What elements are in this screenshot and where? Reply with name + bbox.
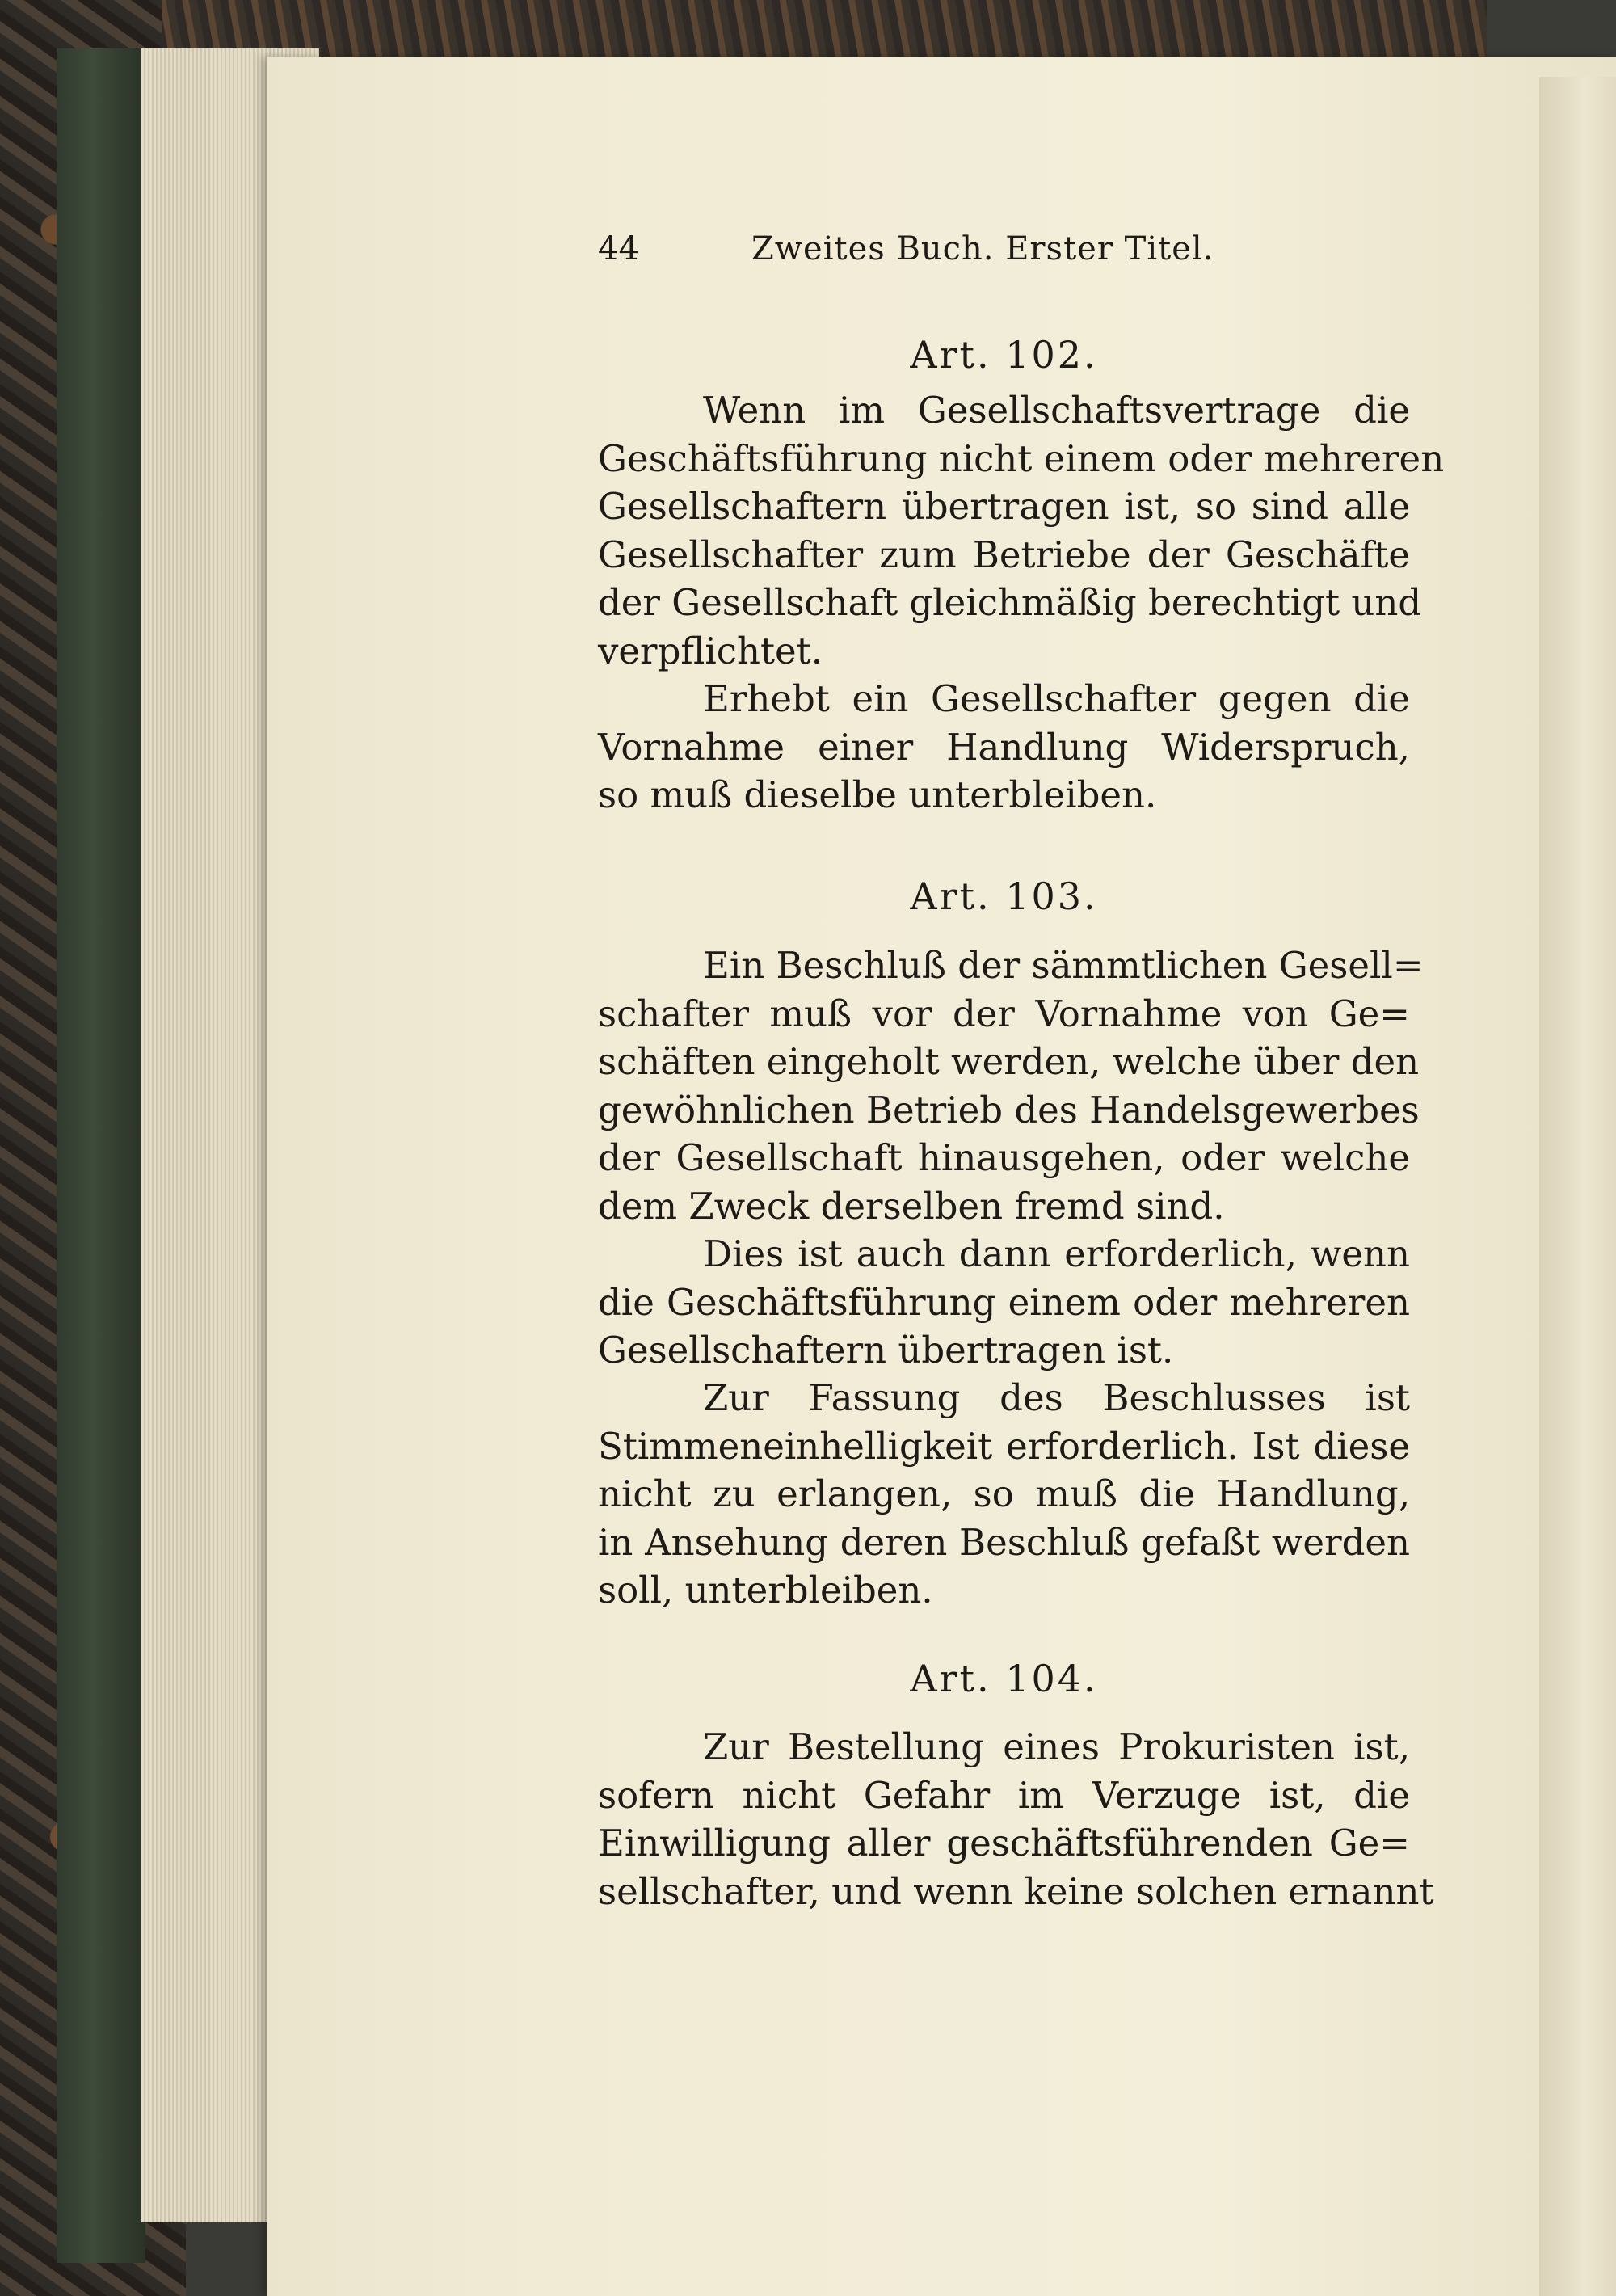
running-title: Zweites Buch. Erster Titel. [751,230,1214,268]
text-line: soll, unterbleiben. [598,1569,933,1611]
article-heading: Art. 103. [910,874,1098,918]
page-number: 44 [598,230,639,268]
text-line: Stimmeneinhelligkeit erforderlich. Ist diese [598,1424,1410,1468]
article-heading: Art. 102. [910,333,1098,377]
text-line: Geschäftsführung nicht einem oder mehreren [598,436,1445,480]
text-line: sofern nicht Gefahr im Verzuge ist, die [598,1773,1410,1817]
cover-top-strip [162,0,1487,61]
next-page-edge [1539,77,1616,2296]
text-line: Zur Fassung des Beschlusses ist [703,1376,1410,1419]
article-paragraph [598,675,1410,819]
article-paragraph [598,942,1424,1230]
text-line: dem Zweck derselben fremd sind. [598,1184,1225,1228]
text-line: Einwilligung aller geschäftsführenden Ge= [598,1822,1410,1864]
text-line: Ein Beschluß der sämmtlichen Gesell= [703,944,1424,987]
text-line: verpflichtet. [598,629,823,672]
cover-spine-edge [57,48,145,2263]
text-line: so muß dieselbe unterbleiben. [598,773,1157,816]
text-line: Vornahme einer Handlung Widerspruch, [598,725,1410,769]
text-line: nicht zu erlangen, so muß die Handlung, [598,1472,1410,1515]
text-line: Erhebt ein Gesellschafter gegen die [703,677,1410,720]
page-header [598,230,1410,279]
article-paragraph [598,386,1445,675]
text-line: Gesellschafter zum Betriebe der Geschäfte [598,533,1410,576]
text-line: der Gesellschaft hinausgehen, oder welche [598,1136,1410,1179]
text-line: sellschafter, und wenn keine solchen ernannt [598,1869,1434,1913]
text-line: gewöhnlichen Betrieb des Handelsgewerbes [598,1088,1420,1131]
text-line: Zur Bestellung eines Prokuristen ist, [703,1725,1410,1768]
text-line: Gesellschaftern übertragen ist, so sind alle [598,485,1410,528]
text-line: in Ansehung deren Beschluß gefaßt werden [598,1520,1410,1564]
text-line: die Geschäftsführung einem oder mehreren [598,1280,1410,1324]
text-line: Dies ist auch dann erforderlich, wenn [703,1232,1410,1275]
article-heading: Art. 104. [910,1657,1098,1700]
text-line: Wenn im Gesellschaftsvertrage die [703,389,1410,432]
article-paragraph [598,1374,1410,1615]
article-paragraph [598,1723,1434,1915]
text-line: schafter muß vor der Vornahme von Ge= [598,992,1410,1035]
text-line: der Gesellschaft gleichmäßig berechtigt und [598,581,1422,624]
article-paragraph [598,1230,1410,1375]
text-line: Gesellschaftern übertragen ist. [598,1329,1174,1371]
text-line: schäften eingeholt werden, welche über den [598,1040,1420,1083]
